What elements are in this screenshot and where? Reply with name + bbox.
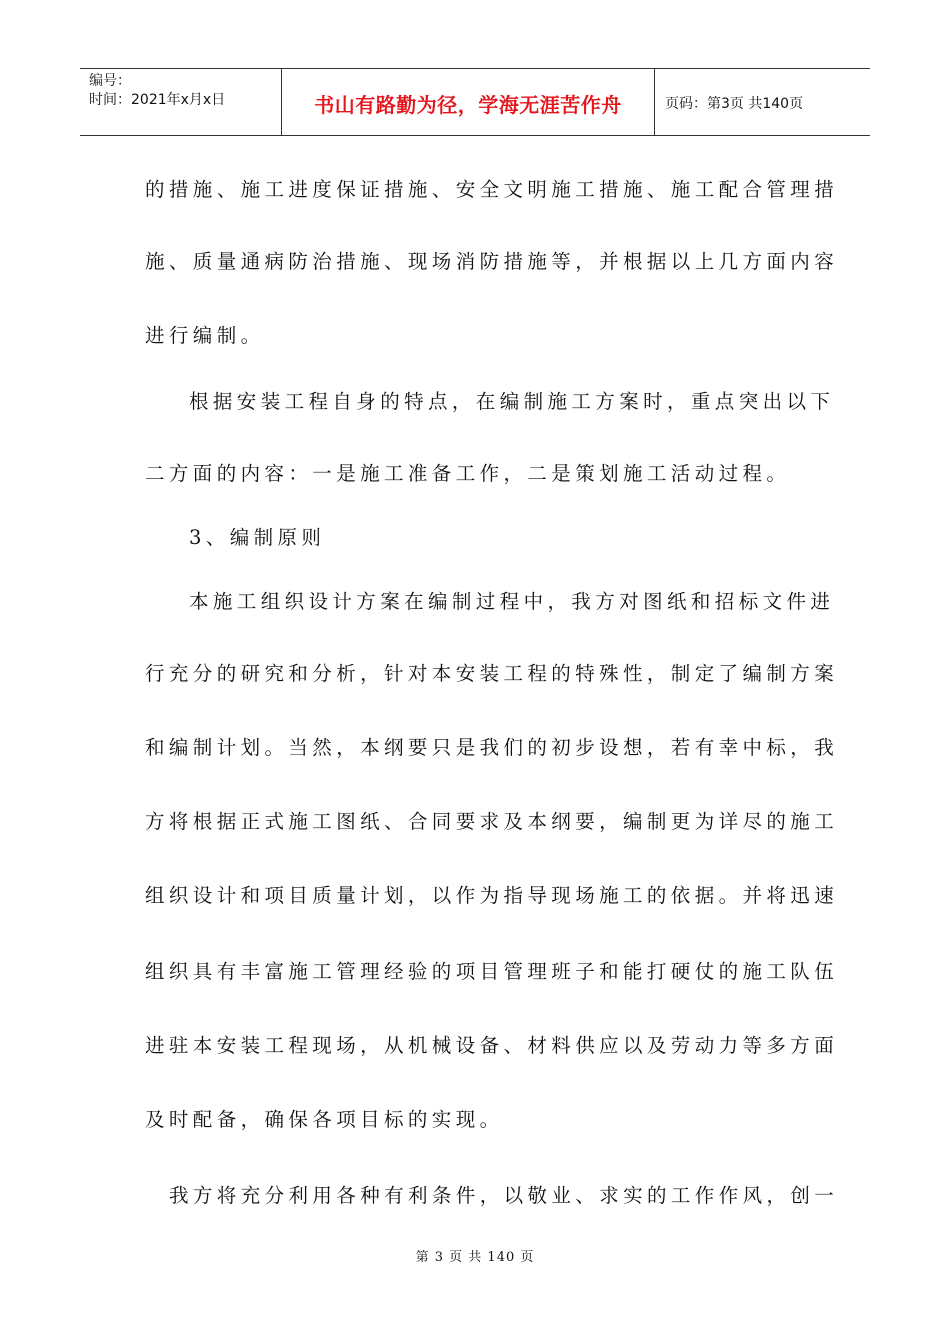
body-line: 组织设计和项目质量计划，以作为指导现场施工的依据。并将迅速	[145, 884, 839, 907]
body-line: 及时配备，确保各项目标的实现。	[145, 1108, 504, 1131]
section-heading: 3、编制原则	[189, 526, 326, 549]
body-line: 二方面的内容：一是施工准备工作，二是策划施工活动过程。	[145, 462, 791, 485]
body-line: 组织具有丰富施工管理经验的项目管理班子和能打硬仗的施工队伍	[145, 960, 839, 983]
body-line: 方将根据正式施工图纸、合同要求及本纲要，编制更为详尽的施工	[145, 810, 839, 833]
page-header	[80, 68, 870, 136]
document-time-label: 时间：2021年x月x日	[89, 92, 226, 108]
header-page-info: 页码：第3页 共140页	[665, 96, 804, 112]
body-line: 我方将充分利用各种有利条件，以敬业、求实的工作作风，创一	[169, 1184, 839, 1207]
header-meta	[80, 69, 282, 135]
page-footer: 第 3 页 共 140 页	[415, 1250, 535, 1265]
body-line: 行充分的研究和分析，针对本安装工程的特殊性，制定了编制方案	[145, 662, 839, 685]
body-line: 施、质量通病防治措施、现场消防措施等，并根据以上几方面内容	[145, 250, 839, 273]
document-number-label: 编号：	[89, 73, 131, 89]
body-line: 进驻本安装工程现场，从机械设备、材料供应以及劳动力等多方面	[145, 1034, 839, 1057]
body-line: 本施工组织设计方案在编制过程中，我方对图纸和招标文件进	[189, 590, 835, 613]
header-motto: 书山有路勤为径，学海无涯苦作舟	[282, 69, 655, 135]
body-line: 的措施、施工进度保证措施、安全文明施工措施、施工配合管理措	[145, 178, 839, 201]
body-line: 根据安装工程自身的特点，在编制施工方案时，重点突出以下	[189, 390, 835, 413]
body-line: 进行编制。	[145, 324, 265, 347]
body-line: 和编制计划。当然，本纲要只是我们的初步设想，若有幸中标，我	[145, 736, 839, 759]
